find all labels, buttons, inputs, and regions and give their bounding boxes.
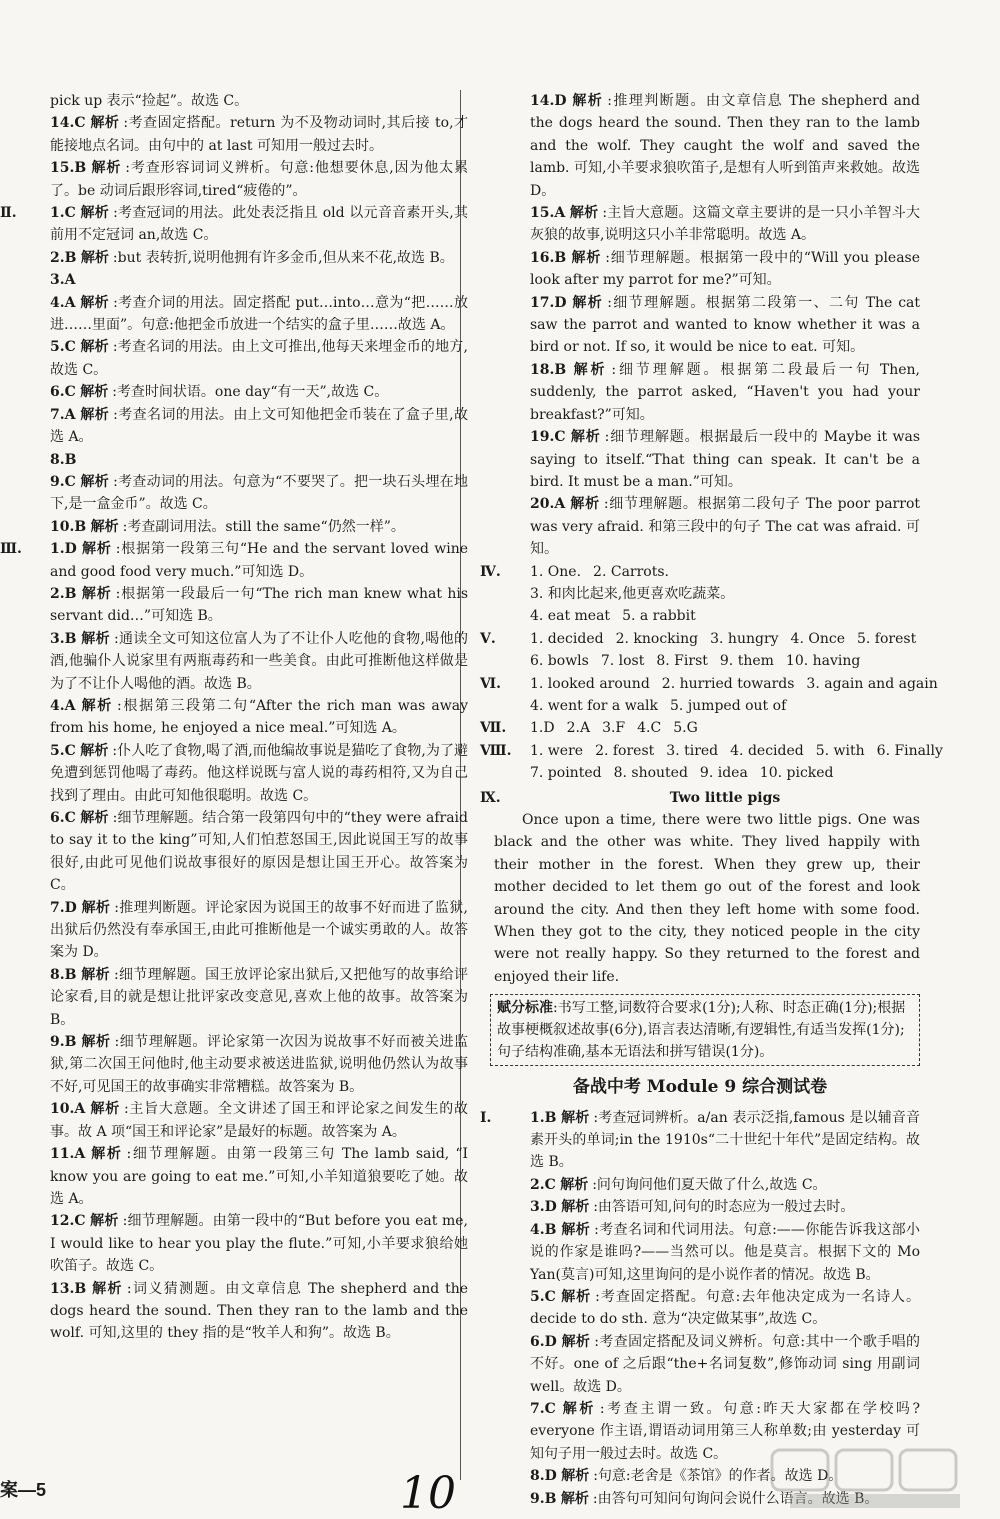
- analysis-keyword: 解析: [82, 541, 112, 558]
- answer-number: 8.D: [530, 1468, 557, 1485]
- answer-item: [0, 1031, 468, 1098]
- answer-number: 15.B: [50, 160, 87, 177]
- analysis-keyword: 解析: [572, 93, 604, 109]
- analysis-text: :考查时间状语。one day“有一天”,故选 C。: [112, 384, 389, 401]
- answer-number: 6.C: [50, 810, 76, 826]
- analysis-keyword: 解析: [561, 1199, 590, 1216]
- analysis-keyword: 解析: [80, 294, 110, 311]
- analysis-keyword: 解析: [80, 339, 109, 356]
- answer-cell: 2. forest: [595, 742, 655, 759]
- essay-body: Once upon a time, there were two little pigs. One was black and the other was white. They lived happily with their mother in the forest. When they grew up, their mother decided to let them go out of the forest and look around the city. And then they left home with some food. When they got to the city, they noticed people in the city were not really happy. So they returned to the forest and enjoyed their life.: [494, 812, 920, 985]
- answer-number: 8.B: [50, 451, 77, 468]
- answer-number: 1.B: [530, 1109, 557, 1126]
- answer-item: [0, 1210, 468, 1277]
- answer-cell: 10. having: [785, 653, 861, 670]
- answer-number: 17.D: [530, 294, 567, 311]
- analysis-text: :考查名词和代词用法。句意:——你能告诉我这部小说的作家是谁吗?——当然可以。他是莫言。根据下文的 Mo Yan(莫言)可知,这里询问的是小说作者的情况。故选 B。: [530, 1221, 921, 1283]
- answer-cell: 1. One.: [530, 563, 582, 580]
- section-numeral: Ⅷ.: [480, 742, 512, 759]
- analysis-text: :考查冠词的用法。此处表泛指且 old 以元音音素开头,其前用不定冠词 an,故选 C。: [50, 205, 469, 244]
- answer-cell: 3. hungry: [710, 630, 779, 647]
- answer-number: 10.A: [50, 1101, 86, 1118]
- answer-number: 4.A: [50, 697, 76, 714]
- analysis-keyword: 解析: [90, 115, 120, 132]
- answer-cell: 7. lost: [600, 653, 645, 670]
- answer-number: 5.C: [50, 339, 76, 356]
- answer-number: 9.B: [530, 1490, 557, 1507]
- answer-number: 15.A: [530, 205, 566, 222]
- answer-number: 1.C: [50, 205, 76, 222]
- answer-cell: 4. went for a walk: [530, 697, 659, 714]
- analysis-keyword: 解析: [572, 294, 604, 311]
- answer-item: [0, 471, 468, 516]
- analysis-keyword: 解析: [90, 1213, 119, 1230]
- answer-item: [480, 426, 920, 493]
- analysis-text: :由答语可知,问句的时态应为一般过去时。: [593, 1199, 855, 1216]
- answer-cell: 8. shouted: [613, 765, 688, 782]
- answer-number: 7.A: [50, 406, 76, 423]
- section-numeral: Ⅶ.: [480, 720, 507, 737]
- answer-cell: 8. First: [656, 653, 708, 670]
- answer-cell: 9. them: [719, 653, 774, 670]
- analysis-text: :考查副词用法。still the same“仍然一样”。: [122, 518, 405, 535]
- analysis-keyword: 解析: [560, 1490, 589, 1507]
- answer-item: [480, 90, 920, 202]
- answer-number: 7.C: [530, 1400, 556, 1417]
- analysis-text: :主旨大意题。全文讲述了国王和评论家之间发生的故事。故 A 项“国王和评论家”是最好的标题。故答案为 A。: [50, 1101, 469, 1140]
- analysis-text: :根据第一段最后一句“The rich man knew what his servant did…”可知选 B。: [50, 585, 469, 625]
- answer-item: [0, 695, 468, 740]
- section-numeral: Ⅳ.: [480, 563, 501, 580]
- analysis-keyword: 解析: [80, 406, 110, 423]
- analysis-keyword: 解析: [80, 249, 109, 266]
- analysis-text: :细节理解题。由第一段第三句 The lamb said, “I know you are going to eat me.”可知,小羊知道狼要吃了她。故选 A。: [50, 1146, 469, 1207]
- answer-cell: 9. idea: [699, 765, 748, 782]
- answer-number: 4.B: [530, 1221, 557, 1238]
- answer-row: [480, 628, 920, 650]
- answer-cell: 6. Finally: [876, 742, 943, 759]
- answer-number: 4.A: [50, 294, 76, 311]
- answer-number: 3.B: [50, 630, 77, 647]
- analysis-keyword: 解析: [81, 899, 111, 916]
- analysis-keyword: 解析: [573, 361, 608, 378]
- analysis-text: :通读全文可知这位富人为了不让仆人吃他的食物,喝他的酒,他骗仆人说家里有两瓶毒药和一些美食。由此可推断他这样做是为了不让仆人喝他的酒。故选 B。: [50, 630, 469, 692]
- analysis-keyword: 解析: [91, 1146, 123, 1163]
- analysis-text: :推理判断题。评论家因为说国王的故事不好而进了监狱,出狱后仍然没有奉承国王,由此可推断他是一个诚实勇敢的人。故答案为 D。: [50, 899, 468, 961]
- scoring-rubric: [490, 994, 920, 1066]
- answer-row: [480, 673, 938, 695]
- answer-item: [480, 493, 920, 560]
- answer-item: [480, 1196, 920, 1218]
- analysis-keyword: 解析: [561, 1221, 591, 1238]
- analysis-text: :细节理解题。国王放评论家出狱后,又把他写的故事给评论家看,目的就是想让批评家改变意见,喜欢上他的故事。故答案为 B。: [50, 966, 469, 1028]
- analysis-keyword: 解析: [80, 384, 109, 401]
- answer-cell: 4. Once: [790, 630, 845, 647]
- analysis-keyword: 解析: [81, 585, 112, 602]
- analysis-text: :根据第一段第三句“He and the servant loved wine and good food very much.”可知选 D。: [50, 541, 469, 580]
- answer-row: [480, 740, 943, 762]
- analysis-text: :考查形容词词义辨析。句意:他想要休息,因为他太累了。be 动词后跟形容词,tired“疲倦的”。: [50, 160, 469, 199]
- answer-item: [480, 1219, 920, 1286]
- answer-item: [0, 1098, 468, 1143]
- answer-number: 3.D: [530, 1199, 557, 1216]
- answer-number: 20.A: [530, 496, 566, 513]
- analysis-text: :细节理解题。根据最后一段中的 Maybe it was saying to itself.“That thing can speak. It can't be a bird. It must be a man.”可知。: [530, 429, 921, 490]
- answer-cell: 5.G: [673, 720, 698, 737]
- answer-item: [0, 336, 468, 381]
- analysis-text: :细节理解题。根据第二段第一、二句 The cat saw the parrot and wanted to know whether it was a bird or not. If so, it would be nice to eat. 可知。: [530, 294, 921, 356]
- analysis-text: :词义猜测题。由文章信息 The shepherd and the dogs heard the sound. Then they ran to the lamb and the wolf. 可知,这里的 they 指的是“牧羊人和狗”。故选 B。: [50, 1280, 469, 1342]
- answer-cell: 5. jumped out of: [670, 697, 787, 714]
- analysis-text: :根据第三段第二句“After the rich man was away from his home, he enjoyed a nice meal.”可知选 A。: [50, 697, 469, 737]
- analysis-keyword: 解析: [569, 205, 599, 222]
- answer-item: [480, 292, 920, 359]
- answer-number: 14.C: [50, 115, 86, 132]
- answer-row: [480, 605, 920, 627]
- page-label: 案—5: [0, 1480, 47, 1500]
- answer-item: [0, 516, 468, 538]
- answer-number: 6.D: [530, 1333, 557, 1350]
- answer-item: [0, 807, 468, 897]
- answer-cell: 2. Carrots.: [593, 563, 669, 580]
- module-title: 备战中考 Module 9 综合测试卷: [572, 1077, 828, 1098]
- answer-item: [0, 157, 468, 202]
- analysis-text: :问句询问他们夏天做了什么,故选 C。: [592, 1176, 827, 1193]
- analysis-text: :细节理解题。根据第二段最后一句 Then, suddenly, the parrot asked, “Haven't you had your breakfast?”可知。: [530, 361, 921, 423]
- essay-header: [480, 787, 920, 809]
- answer-row: [480, 561, 920, 583]
- analysis-text: :推理判断题。由文章信息 The shepherd and the dogs heard the sound. Then they ran to the lamb and the wolf. They caught the wolf and saved the lamb. 可知,小羊要求狼吹笛子,是想有人听到笛声来救她。故选 D。: [530, 93, 921, 199]
- answer-number: 19.C: [530, 429, 566, 446]
- analysis-keyword: 解析: [561, 1333, 591, 1350]
- answer-number: 1.D: [50, 541, 77, 558]
- answer-item: [0, 1278, 468, 1345]
- analysis-keyword: 解析: [81, 630, 110, 647]
- answer-item: [0, 292, 468, 337]
- answer-item: [0, 740, 468, 807]
- section-numeral: Ⅲ.: [0, 541, 22, 558]
- analysis-keyword: 解析: [570, 496, 600, 513]
- answer-item: [0, 247, 468, 269]
- section-numeral: Ⅸ.: [480, 789, 501, 806]
- analysis-text: :细节理解题。根据第一段中的“Will you please look after my parrot for me?”可知。: [530, 249, 921, 289]
- answer-row: [480, 695, 920, 717]
- section-numeral: Ⅰ.: [480, 1109, 492, 1126]
- answer-cell: 4.C: [637, 720, 662, 737]
- analysis-text: :由答句可知问句询问会说什么语言。故选 B。: [592, 1490, 879, 1507]
- answer-number: 13.B: [50, 1280, 87, 1297]
- rubric-text: :书写工整,词数符合要求(1分);人称、时态正确(1分);根据故事梗概叙述故事(6分),语言表达清晰,有逻辑性,有适当发挥(1分);句子结构准确,基本无语法和拼写错误(1分)。: [497, 1000, 906, 1061]
- section-numeral: Ⅵ.: [480, 675, 501, 692]
- answer-item: [480, 202, 920, 247]
- answer-number: 12.C: [50, 1213, 86, 1230]
- answer-number: 9.B: [50, 1034, 77, 1051]
- answer-cell: 1. decided: [530, 630, 604, 647]
- analysis-keyword: 解析: [570, 429, 601, 446]
- answer-row: [480, 717, 920, 739]
- answer-item: [480, 247, 920, 292]
- answer-row: [480, 650, 920, 672]
- answer-cell: 5. a rabbit: [622, 608, 696, 625]
- answer-cell: 3. tired: [666, 742, 719, 759]
- analysis-keyword: 解析: [80, 205, 110, 222]
- answer-item: [0, 628, 468, 695]
- answer-item: [0, 269, 468, 291]
- answer-item: [480, 1107, 920, 1174]
- answer-number: 2.B: [50, 249, 77, 266]
- handwritten-page-number: 10: [400, 1468, 456, 1519]
- analysis-keyword: 解析: [562, 1400, 596, 1417]
- answer-cell: 5. forest: [856, 630, 917, 647]
- answer-cell: 3. 和肉比起来,他更喜欢吃蔬菜。: [530, 585, 735, 602]
- analysis-keyword: 解析: [81, 697, 113, 714]
- answer-item: [0, 538, 468, 583]
- essay-title: Two little pigs: [669, 789, 781, 806]
- analysis-keyword: 解析: [90, 1101, 120, 1118]
- answer-item: [0, 404, 468, 449]
- analysis-keyword: 解析: [91, 160, 122, 177]
- answer-item: [0, 449, 468, 471]
- answer-item: [480, 1174, 920, 1196]
- answer-cell: 4. decided: [730, 742, 804, 759]
- answer-cell: 7. pointed: [530, 765, 602, 782]
- answer-number: 3.A: [50, 272, 76, 289]
- section-numeral: Ⅴ.: [480, 630, 496, 647]
- answer-cell: 4. eat meat: [530, 608, 611, 625]
- analysis-keyword: 解析: [81, 1034, 111, 1051]
- right-column: [480, 90, 943, 1510]
- answer-number: 8.B: [50, 966, 77, 983]
- answer-cell: 1.D: [530, 720, 555, 737]
- answer-item: [480, 1286, 920, 1331]
- answer-cell: 10. picked: [759, 765, 834, 782]
- analysis-text: :but 表转折,说明他拥有许多金币,但从来不花,故选 B。: [112, 249, 454, 266]
- answer-cell: 2.A: [566, 720, 591, 737]
- answer-item: [0, 583, 468, 628]
- analysis-keyword: 解析: [561, 1468, 590, 1485]
- analysis-keyword: 解析: [561, 1288, 592, 1305]
- answer-item: [0, 1143, 468, 1210]
- analysis-text: :考查固定搭配及词义辨析。句意:其中一个歌手唱的不好。one of 之后跟“the+名词复数”,修饰动词 sing 用副词 well。故选 D。: [530, 1333, 920, 1395]
- answer-number: 5.C: [50, 742, 76, 759]
- answer-number: 7.D: [50, 899, 77, 916]
- analysis-text: :考查固定搭配。return 为不及物动词时,其后接 to,才能接地点名词。由句中的 at last 可知用一般过去时。: [50, 115, 469, 154]
- analysis-text: :仆人吃了食物,喝了酒,而他编故事说是猫吃了食物,为了避免遭到惩罚他喝了毒药。他这样说既与富人说的毒药相符,又为自己找到了理由。由此可知他很聪明。故选 C。: [50, 742, 469, 804]
- left-column: [0, 90, 468, 1345]
- analysis-keyword: 解析: [90, 518, 119, 535]
- analysis-text: :句意:老舍是《茶馆》的作者。故选 D。: [593, 1468, 843, 1485]
- answer-item: [480, 1331, 920, 1398]
- analysis-keyword: 解析: [571, 249, 602, 266]
- analysis-text: :细节理解题。评论家第一次因为说故事不好而被关进监狱,第二次国王问他时,他主动要求被送进监狱,说明他仍然认为故事不好,可见国王的故事确实非常糟糕。故答案为 B。: [50, 1034, 469, 1095]
- answer-number: 14.D: [530, 93, 567, 109]
- analysis-keyword: 解析: [92, 1280, 123, 1297]
- analysis-text: :细节理解题。根据第二段句子 The poor parrot was very afraid. 和第三段中的句子 The cat was afraid. 可知。: [530, 496, 920, 558]
- watermark-logo: [770, 1448, 970, 1510]
- answer-number: 6.C: [50, 384, 76, 401]
- answer-cell: 1. were: [530, 742, 584, 759]
- answer-number: 11.A: [50, 1146, 86, 1163]
- analysis-keyword: 解析: [80, 810, 109, 826]
- answer-cell: 5. with: [815, 742, 865, 759]
- analysis-text: :考查主谓一致。句意:昨天大家都在学校吗?everyone 作主语,谓语动词用第三人称单数;由 yesterday 可知句子用一般过去时。故选 C。: [530, 1400, 920, 1462]
- answer-number: 16.B: [530, 249, 567, 266]
- answer-number: 10.B: [50, 518, 87, 535]
- answer-cell: 2. hurried towards: [661, 675, 795, 692]
- answer-cell: 1. looked around: [530, 675, 650, 692]
- answer-item: [0, 381, 468, 403]
- answer-row: [480, 583, 920, 605]
- analysis-text: :细节理解题。由第一段中的“But before you eat me, I would like to hear you play the flute.”可知,小羊要求狼给她吹笛子。故选 C。: [50, 1213, 468, 1275]
- analysis-text: :细节理解题。结合第一段第四句中的“they were afraid to say it to the king”可知,人们怕惹怒国王,因此说国王写的故事很好,由此可见他们说故事很好的原因是想让国王开心。故答案为 C。: [50, 810, 468, 894]
- analysis-text: :考查冠词辨析。a/an 表示泛指,famous 是以辅音音素开头的单词;in the 1910s“二十世纪十年代”是固定结构。故选 B。: [530, 1109, 921, 1171]
- section-numeral: Ⅱ.: [0, 205, 17, 222]
- answer-cell: 3. again and again: [806, 675, 938, 692]
- analysis-keyword: 解析: [561, 1109, 590, 1126]
- analysis-keyword: 解析: [81, 966, 110, 983]
- analysis-keyword: 解析: [80, 473, 110, 490]
- analysis-text: :主旨大意题。这篇文章主要讲的是一只小羊智斗大灰狼的故事,说明这只小羊非常聪明。故选 A。: [530, 205, 921, 244]
- rubric-label: 赋分标准: [497, 1000, 553, 1017]
- answer-number: 18.B: [530, 361, 567, 378]
- answer-number: 2.C: [530, 1176, 556, 1193]
- analysis-text: :考查介词的用法。固定搭配 put…into…意为“把……放进……里面”。句意:他把金币放进一个结实的盒子里……故选 A。: [50, 294, 468, 334]
- answer-number: 5.C: [530, 1288, 556, 1305]
- analysis-text: :考查名词的用法。由上文可知他把金币装在了盒子里,故选 A。: [50, 406, 468, 446]
- answer-item: [0, 964, 468, 1031]
- answer-cell: 6. bowls: [530, 653, 589, 670]
- answer-number: 2.B: [50, 585, 77, 602]
- answer-row: [480, 762, 920, 784]
- answer-cell: 2. knocking: [615, 630, 699, 647]
- answer-cell: 3.F: [602, 720, 626, 737]
- analysis-text: :考查动词的用法。句意为“不要哭了。把一块石头埋在地下,是一盒金币”。故选 C。: [50, 473, 469, 513]
- answer-item: [0, 90, 468, 112]
- analysis-text: :考查固定搭配。句意:去年他决定成为一名诗人。decide to do sth. 意为“决定做某事”,故选 C。: [530, 1288, 921, 1328]
- answer-item: [0, 202, 468, 247]
- analysis-text: :考查名词的用法。由上文可推出,他每天来埋金币的地方,故选 C。: [50, 339, 469, 378]
- answer-number: 9.C: [50, 473, 76, 490]
- answer-item: [0, 112, 468, 157]
- answer-item: [480, 359, 920, 426]
- answer-item: [0, 897, 468, 964]
- analysis-keyword: 解析: [80, 742, 109, 759]
- analysis-keyword: 解析: [560, 1176, 589, 1193]
- analysis-text: pick up 表示“捡起”。故选 C。: [50, 93, 249, 109]
